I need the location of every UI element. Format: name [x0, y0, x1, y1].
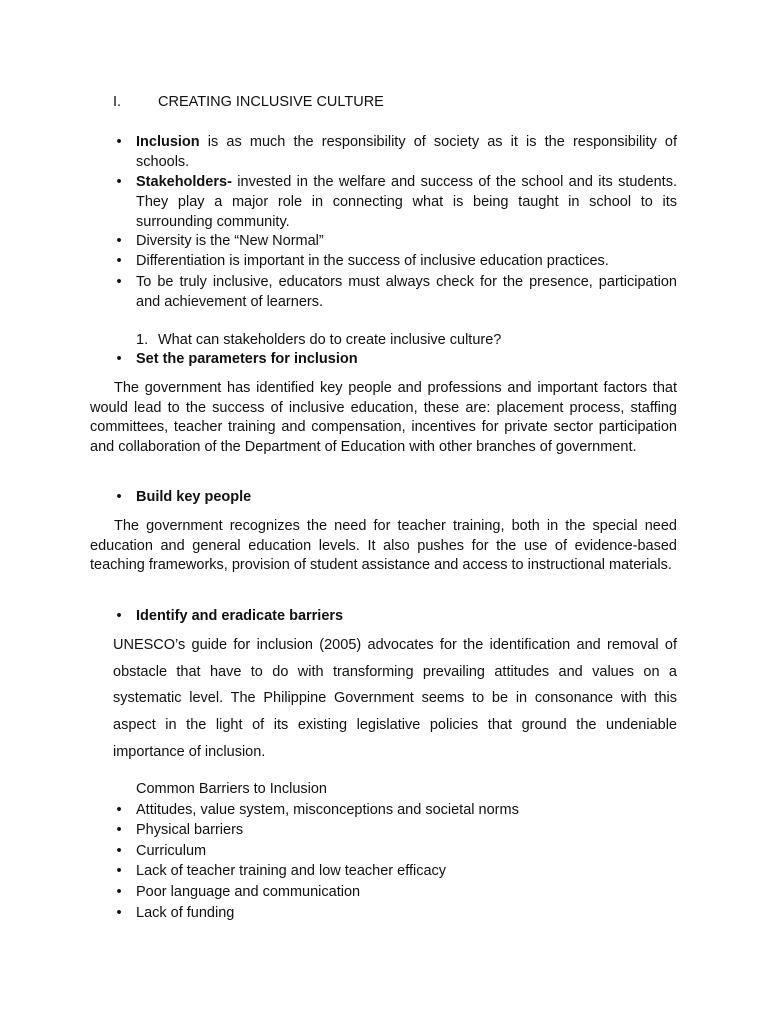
bullet-dot: • [116, 253, 122, 269]
step-heading [116, 487, 677, 507]
bullet-dot: • [116, 822, 122, 838]
barriers-heading: Common Barriers to Inclusion [136, 781, 327, 797]
section-number: I. [113, 94, 122, 110]
bullet-dot: • [116, 802, 122, 818]
section-title: CREATING INCLUSIVE CULTURE [158, 94, 384, 110]
barrier-text: Physical barriers [136, 822, 244, 838]
bullet-dot: • [116, 489, 122, 505]
bullet-dot: • [116, 608, 122, 624]
bullet-text: is as much the responsibility of society as it is the responsibility of schools. [136, 134, 677, 170]
barrier-text: Poor language and communication [136, 884, 361, 900]
bullet-dot: • [116, 274, 122, 290]
question-number: 1. [136, 332, 149, 348]
section-heading [113, 93, 673, 111]
step-heading [116, 349, 677, 369]
barrier-item [116, 841, 677, 861]
barrier-text: Curriculum [136, 843, 207, 859]
barrier-item [116, 903, 677, 923]
intro-bullet [116, 231, 677, 251]
step-heading-text: Identify and eradicate barriers [136, 608, 344, 624]
intro-bullet [116, 272, 677, 312]
intro-bullet [116, 251, 677, 271]
step-heading-text: Set the parameters for inclusion [136, 351, 358, 367]
barrier-item [116, 882, 677, 902]
intro-bullet [116, 132, 677, 172]
bullet-dot: • [116, 843, 122, 859]
bullet-bold-term: Inclusion [136, 134, 200, 150]
question-text: What can stakeholders do to create inclusive culture? [158, 332, 502, 348]
bullet-bold-term: Stakeholders- [136, 174, 232, 190]
barrier-item [116, 820, 677, 840]
bullet-dot: • [116, 351, 122, 367]
bullet-dot: • [116, 863, 122, 879]
step-heading-text: Build key people [136, 489, 252, 505]
bullet-dot: • [116, 174, 122, 190]
barrier-text: Attitudes, value system, misconceptions and societal norms [136, 802, 519, 818]
bullet-text: invested in the welfare and success of the school and its students. They play a major role in connecting what is being taught in school to its surrounding community. [136, 174, 677, 230]
bullet-text: To be truly inclusive, educators must always check for the presence, participation and achievement of learners. [136, 274, 677, 310]
bullet-dot: • [116, 233, 122, 249]
bullet-text: Diversity is the “New Normal” [136, 233, 324, 249]
step-paragraph: UNESCO’s guide for inclusion (2005) advocates for the identification and removal of obstacle that have to do with transforming prevailing attitudes and values on a systematic level. The Philippine Government seems to be in consonance with this aspect in the light of its existing legislative policies that ground the undeniable importance of inclusion. [113, 637, 677, 760]
numbered-question [136, 330, 501, 350]
step-heading [116, 606, 677, 626]
barrier-text: Lack of funding [136, 905, 235, 921]
barrier-item [116, 861, 677, 881]
step-paragraph: The government has identified key people and professions and important factors that would lead to the success of inclusive education, these are: placement process, staffing committees, teacher training and compensation, incentives for private sector participation and collaboration of the Department of Education with other branches of government. [90, 380, 677, 455]
bullet-dot: • [116, 884, 122, 900]
barrier-text: Lack of teacher training and low teacher efficacy [136, 863, 447, 879]
intro-bullet [116, 172, 677, 232]
bullet-text: Differentiation is important in the success of inclusive education practices. [136, 253, 609, 269]
bullet-dot: • [116, 134, 122, 150]
bullet-dot: • [116, 905, 122, 921]
barrier-item [116, 800, 677, 820]
step-paragraph: The government recognizes the need for teacher training, both in the special need education and general education levels. It also pushes for the use of evidence-based teaching frameworks, provision of student assistance and access to instructional materials. [90, 518, 677, 573]
